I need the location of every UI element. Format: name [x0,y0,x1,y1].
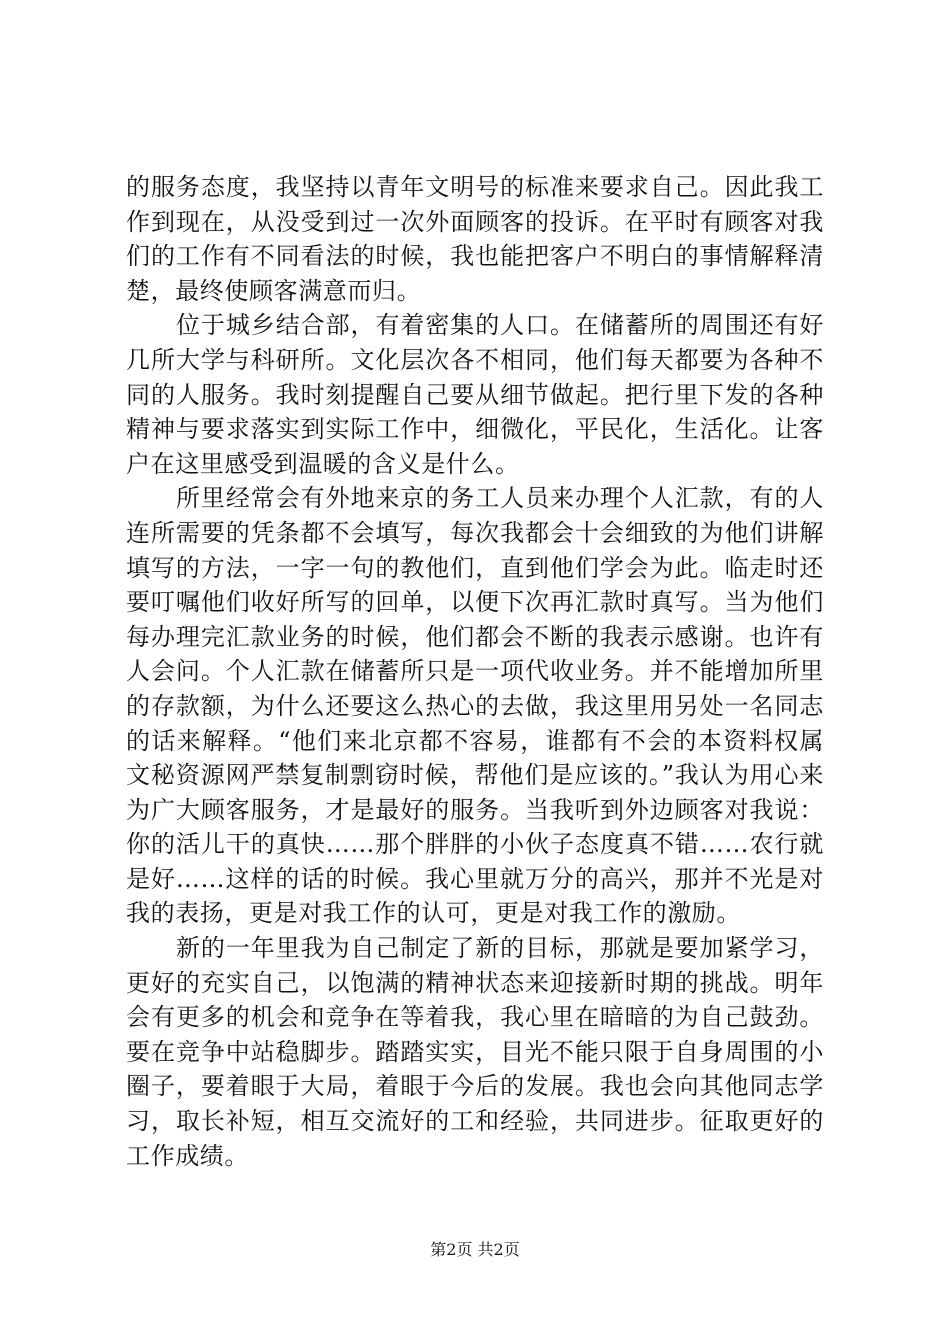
paragraph-3: 所里经常会有外地来京的务工人员来办理个人汇款，有的人连所需要的凭条都不会填写，每次我都会十会细致的为他们讲解填写的方法，一字一句的教他们，直到他们学会为此。临走时还要叮嘱他们收好所写的回单，以便下次再汇款时真写。当为他们每办理完汇款业务的时候，他们都会不断的我表示感谢。也许有人会问。个人汇款在储蓄所只是一项代收业务。并不能增加所里的存款额，为什么还要这么热心的去做，我这里用另处一名同志的话来解释。“他们来北京都不容易，谁都有不会的本资料权属文秘资源网严禁复制剽窃时候，帮他们是应该的。”我认为用心来为广大顾客服务，才是最好的服务。当我听到外边顾客对我说：你的活儿干的真快……那个胖胖的小伙子态度真不错……农行就是好……这样的话的时候。我心里就万分的高兴，那并不光是对我的表扬，更是对我工作的认可，更是对我工作的激励。 [126,484,824,928]
page-number-footer: 第2页 共2页 [430,1240,520,1259]
paragraph-1: 的服务态度，我坚持以青年文明号的标准来要求自己。因此我工作到现在，从没受到过一次外面顾客的投诉。在平时有顾客对我们的工作有不同看法的时候，我也能把客户不明白的事情解释清楚，最终使顾客满意而归。 [126,173,824,305]
document-body [126,170,824,1173]
paragraph-2: 位于城乡结合部，有着密集的人口。在储蓄所的周围还有好几所大学与科研所。文化层次各不相同，他们每天都要为各种不同的人服务。我时刻提醒自己要从细节做起。把行里下发的各种精神与要求落实到实际工作中，细微化，平民化，生活化。让客户在这里感受到温暖的含义是什么。 [126,311,824,478]
paragraph-4: 新的一年里我为自己制定了新的目标，那就是要加紧学习，更好的充实自己，以饱满的精神状态来迎接新时期的挑战。明年会有更多的机会和竞争在等着我，我心里在暗暗的为自己鼓劲。要在竞争中站稳脚步。踏踏实实，目光不能只限于自身周围的小圈子，要着眼于大局，着眼于今后的发展。我也会向其他同志学习，取长补短，相互交流好的工和经验，共同进步。征取更好的工作成绩。 [126,934,824,1170]
